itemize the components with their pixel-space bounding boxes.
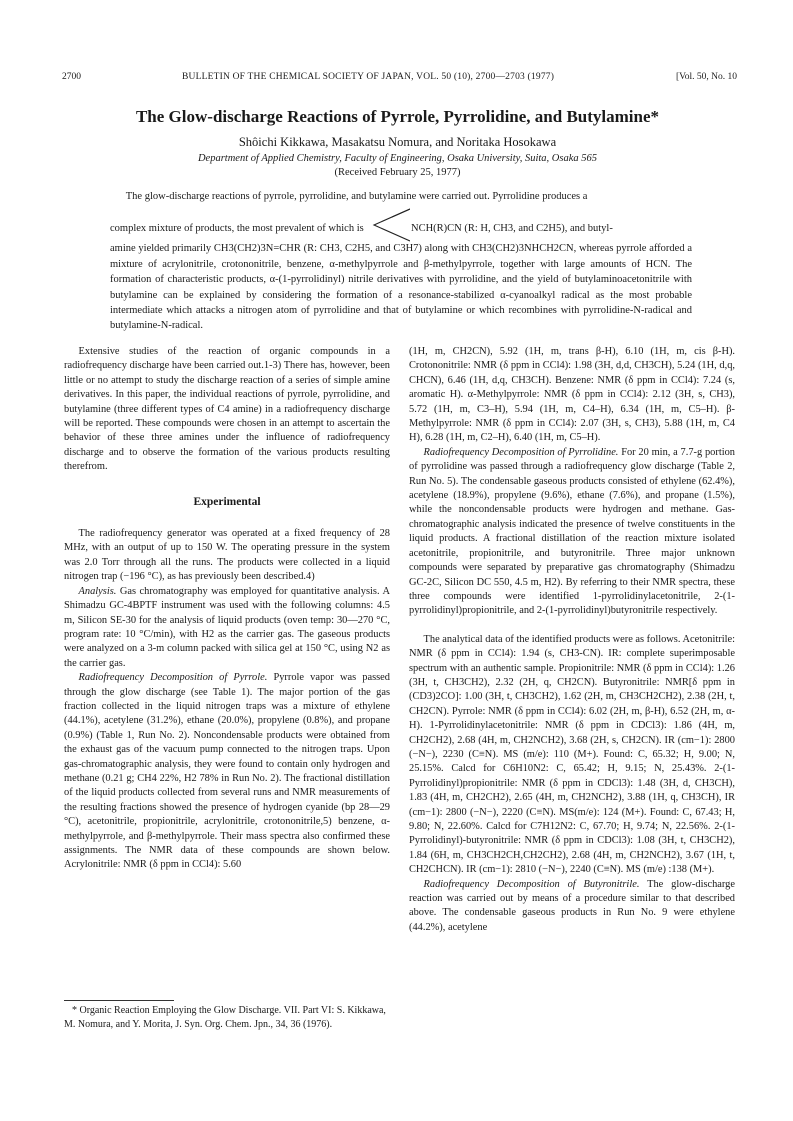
butyronitrile-heading: Radiofrequency Decomposition of Butyronitrile. [423,878,640,890]
volume-label: [Vol. 50, No. 10 [675,72,737,82]
paper-title: The Glow-discharge Reactions of Pyrrole, Pyrrolidine, and Butylamine* [135,107,660,126]
paragraph-gap [409,619,735,633]
introduction-paragraph: Extensive studies of the reaction of organic compounds in a radiofrequency discharge have been carried out.1-3) There has, however, been little or no attempt to study the discharge reaction of a series of simple amine derivatives. In this paper, the individual reactions of pyrrole, pyrrolidine, and butylamine (three different types of C4 amine) in a radiofrequency discharge will be reported. These compounds were chosen in an attempt to ascertain the behavior of these three amines under the influence of radiofrequency discharge and to observe the formation of the various products resulting therefrom. [64,346,390,473]
analytical-data-paragraph: The analytical data of the identified products were as follows. Acetonitrile: NMR (δ ppm in CCl4): 1.94 (s, CH3-CN). IR: complete superimposable spectrum with an authentic sample. Propionitrile: NMR (δ ppm in CCl4): 1.26 (3H, t, CH3CH2), 2.32 (2H, q, CH2CN). Butyronitrile: NMR[δ ppm in (CD3)2CO]: 1.00 (3H, t, CH3CH2), 1.62 (2H, m, CH3CH2CH2), 2.38 (2H, t, CH2CN). Pyrrole: NMR (δ ppm in CCl4): 6.02 (2H, m, β-H), 6.52 (2H, m, α-H). 1-Pyrrolidinylacetonitrile: NMR (δ ppm in CDCl3): 1.86 (4H, m, CH2CH2), 2.68 (4H, m, CH2NCH2), 3.68 (2H, s, CH2CN). IR (cm−1): 2800 (−N−), 2230 (C≡N). MS (m/e): 110 (M+). Found: C, 65.32; H, 9.00; N, 25.15%. Calcd for C6H10N2: C, 65.42; H, 9.15; N, 25.43%. 2-(1-Pyrrolidinyl)propionitrile: NMR (δ ppm in CDCl3): 1.48 (3H, d, CH3CH), 1.83 (4H, m, CH2CH2), 2.65 (4H, m, CH2NCH2), 3.88 (1H, q, CH3CH), IR (cm−1): 2800 (−N−), 2220 (C≡N). MS(m/e): 124 (M+). Found: C, 67.43; H, 9.80; N, 22.60%. Calcd for C7H12N2: C, 67.70; H, 9.74; N, 22.56%. 2-(1-Pyrrolidinyl)-butyronitrile: NMR (δ ppm in CDCl3): 1.08 (3H, t, CH3CH2), 1.84 (6H, m, CH3CH2CH,CH2CH2), 2.68 (4H, m, CH2NCH2), 3.67 (1H, t, CH2CHCN). IR (cm−1): 2810 (−N−), 2240 (C≡N). MS (m/e) :138 (M+). [409,633,735,876]
analysis-text: Gas chromatography was employed for quantitative analysis. A Shimadzu GC-4BPTF instrument was used with the following columns: 4.5 m, Silicon SE-30 for the analysis of liquid products (oven temp: 30—270 °C, program rate: 10 °C/min), with H2 as the carrier gas. The gaseous products were analyzed on a 3-m column packed with silica gel at 150 °C, using N2 as the carrier gas. [64,585,390,669]
abstract-line-3: amine yielded primarily CH3(CH2)3N=CHR (R: CH3, C2H5, and C3H7) along with CH3(CH2)3NHCH2CN, whereas pyrrole afforded a mixture of acrylonitrile, crotononitrile, benzene, α-methylpyrrole and β-methylpyrrole, together with large amounts of HCN. The formation of characteristic products, α-(1-pyrrolidinyl) nitrile derivatives with pyrrolidine, and the yield of butylaminoacetonitrile with butylamine can be explained by considering the formation of a resonance-stabilized α-cyanoalkyl radical as the most probable intermediate which attacks a nitrogen atom of pyrrolidine and that of butylamine or which recombines with pyrrolidine-N-radical and butylamine-N-radical. [110,243,692,332]
pyrrolidine-text: For 20 min, a 7.7-g portion of pyrrolidine was passed through a radiofrequency glow discharge (Table 2, Run No. 5). The condensable gaseous products consisted of ethylene (62.4%), acetylene (18.9%), propylene (9.6%), ethane (7.6%), and propane (1.5%), while the noncondensable products were hydrogen and methane. Gas-chromatographic analysis indicated the presence of twelve constituents in the liquid products. A fractional distillation of the reaction mixture isolated acetonitrile, propionitrile, and butyronitrile. Three major unknown compounds were separated by preparative gas chromatography (Shimadzu GC-2C, Silicon DC 550, 4.5 m, H2). By referring to their NMR spectra, these three compounds were identified 1-pyrrolidinylacetonitrile, 2-(1-pyrrolidinyl)propionitrile, and 2-(1-pyrrolidinyl)butyronitrile respectively. [409,446,735,617]
abstract-line-2b: NCH(R)CN (R: H, CH3, and C2H5), and butyl- [411,223,613,235]
pyrrole-text: Pyrrole vapor was passed through the glow discharge (see Table 1). The major portion of the gas fraction collected in the liquid nitrogen traps was a mixture of ethylene (44.1%), acetylene (31.2%), ethane (20.0%), propylene (0.8%), and propane (0.9%) (Table 1, Run No. 2). Noncondensable products were obtained from the exhaust gas of the vacuum pump connected to the nitrogen traps. Upon gas-chromatographic analysis, they were found to contain only hydrogen and methane (0.21 g; CH4 22%, H2 78% in Run No. 2). The fractional distillation of the liquid products collected from several runs and NMR measurements of the resulting fractions showed the presence of hydrogen cyanide (bp 28—29 °C), acetonitrile, propionitrile, acrylonitrile, crotononitrile,5) benzene, α-methylpyrrole, and β-methylpyrrole. Their mass spectra also confirmed these assignments. The NMR data of these compounds are shown below. Acrylonitrile: NMR (δ ppm in CCl4): 5.60 [64,672,390,871]
received-date: (Received February 25, 1977) [334,167,461,178]
analysis-paragraph [64,585,390,671]
butyronitrile-text: The glow-discharge reaction was carried out by means of a procedure similar to that described above. The condensable gaseous products in Run No. 9 were ethylene (44.2%), acetylene [409,878,735,933]
experimental-paragraph: The radiofrequency generator was operated at a fixed frequency of 28 MHz, with an output of up to 150 W. The operating pressure in the system was 2.0 Torr through all the runs. The products were collected in a liquid nitrogen trap (−196 °C), as has previously been described.4) [64,528,390,583]
footnote-rule [64,1000,174,1001]
abstract-line-2a: complex mixture of products, the most prevalent of which is [110,223,364,235]
abstract-line-1: The glow-discharge reactions of pyrrole, pyrrolidine, and butylamine were carried out. Pyrrolidine produces a [125,191,588,202]
nmr-data-paragraph: (1H, m, CH2CN), 5.92 (1H, m, trans β-H), 6.10 (1H, m, cis β-H). Crotononitrile: NMR (δ ppm in CCl4): 1.98 (3H, d,d, CH3CH), 5.24 (1H, d,q, CHCN), 6.46 (1H, d,q, CH3CH). Benzene: NMR (δ ppm in CCl4): 7.24 (s, aromatic H). α-Methylpyrrole: NMR (δ ppm in CCl4): 2.12 (3H, s, CH3), 5.72 (1H, m, C3–H), 5.94 (1H, m, C4–H), 6.34 (1H, m, C5–H). β-Methylpyrrole: NMR (δ ppm in CCl4): 2.07 (3H, s, CH3), 5.88 (1H, m, C4 H), 6.28 (1H, m, C2–H), 6.40 (1H, m, C5–H). [409,346,735,444]
analysis-heading: Analysis. [78,585,117,597]
author-list: Shôichi Kikkawa, Masakatsu Nomura, and Noritaka Hosokawa [238,135,557,149]
affiliation: Department of Applied Chemistry, Faculty of Engineering, Osaka University, Suita, Osaka 565 [197,153,598,164]
butyronitrile-paragraph [409,878,735,936]
footnote [64,1004,390,1032]
pyrrolidine-paragraph [409,446,735,619]
pyrrolidine-ring-icon [372,207,410,243]
journal-citation: BULLETIN OF THE CHEMICAL SOCIETY OF JAPAN, VOL. 50 (10), 2700—2703 (1977) [182,72,555,82]
pyrrole-heading: Radiofrequency Decomposition of Pyrrole. [78,672,268,684]
pyrrolidine-heading: Radiofrequency Decomposition of Pyrrolidine. [423,446,619,458]
section-title-experimental: Experimental [193,495,261,508]
abstract [110,189,692,334]
footnote-text: * Organic Reaction Employing the Glow Discharge. VII. Part VI: S. Kikkawa, M. Nomura, and Y. Morita, J. Syn. Org. Chem. Jpn., 34, 36 (1976). [64,1005,386,1030]
page-number: 2700 [62,72,81,82]
abstract-structure-line [110,211,692,235]
pyrrole-paragraph [64,671,390,873]
left-column [64,345,390,873]
right-column [409,345,735,935]
